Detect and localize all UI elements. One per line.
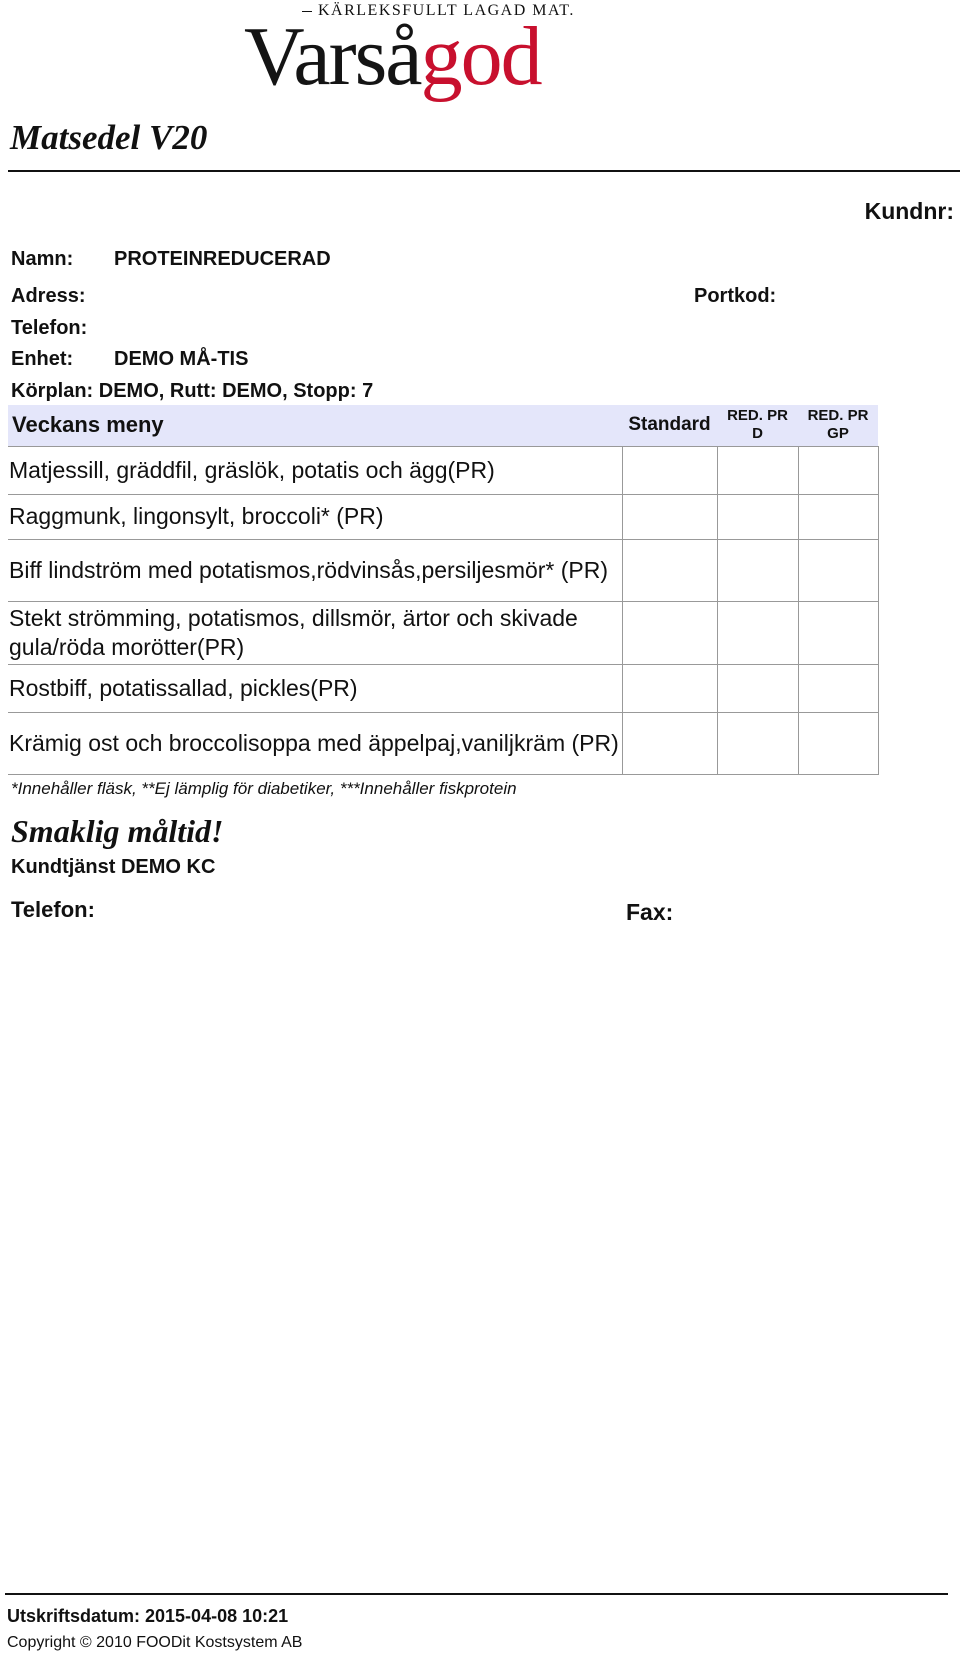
checkbox-standard[interactable] xyxy=(622,601,717,664)
contact-telefon-label: Telefon: xyxy=(11,897,95,922)
allergen-footnote: *Innehåller fläsk, **Ej lämplig för diabetiker, ***Innehåller fiskprotein xyxy=(11,779,517,798)
checkbox-red-pr-gp[interactable] xyxy=(798,446,878,494)
dish-name: Krämig ost och broccolisoppa med äppelpaj,vaniljkräm (PR) xyxy=(8,712,622,774)
column-red-pr-gp xyxy=(798,405,878,446)
dish-name: Raggmunk, lingonsylt, broccoli* (PR) xyxy=(8,494,622,539)
copyright: Copyright © 2010 FOODit Kostsystem AB xyxy=(7,1634,303,1651)
menu-table xyxy=(8,405,879,775)
print-date: Utskriftsdatum: 2015-04-08 10:21 xyxy=(7,1606,289,1626)
menu-header: Veckans meny xyxy=(8,405,622,446)
dish-name: Matjessill, gräddfil, gräslök, potatis och ägg(PR) xyxy=(8,446,622,494)
checkbox-red-pr-d[interactable] xyxy=(717,494,798,539)
smaklig-maltid: Smaklig måltid! xyxy=(11,813,224,849)
menu-header-row xyxy=(8,405,878,446)
checkbox-standard[interactable] xyxy=(622,664,717,712)
dish-name: Rostbiff, potatissallad, pickles(PR) xyxy=(8,664,622,712)
enhet-label: Enhet: xyxy=(11,348,74,370)
checkbox-red-pr-d[interactable] xyxy=(717,712,798,774)
checkbox-red-pr-gp[interactable] xyxy=(798,494,878,539)
checkbox-red-pr-gp[interactable] xyxy=(798,539,878,601)
checkbox-red-pr-gp[interactable] xyxy=(798,712,878,774)
logo-word-dark: Varså xyxy=(244,10,421,103)
checkbox-red-pr-d[interactable] xyxy=(717,601,798,664)
table-row xyxy=(8,664,878,712)
column-red-pr-d-line1: RED. PR xyxy=(727,407,788,425)
column-red-pr-d-line2: D xyxy=(752,425,763,443)
checkbox-standard[interactable] xyxy=(622,712,717,774)
column-standard-label: Standard xyxy=(628,414,711,436)
checkbox-standard[interactable] xyxy=(622,446,717,494)
tagline-text: KÄRLEKSFULLT LAGAD MAT. xyxy=(318,2,575,19)
header-divider xyxy=(8,170,960,172)
checkbox-red-pr-d[interactable] xyxy=(717,664,798,712)
checkbox-standard[interactable] xyxy=(622,539,717,601)
checkbox-red-pr-d[interactable] xyxy=(717,446,798,494)
table-row xyxy=(8,601,878,664)
namn-value: PROTEINREDUCERAD xyxy=(114,248,331,270)
page-title: Matsedel V20 xyxy=(10,118,208,157)
kundnr-label: Kundnr: xyxy=(864,198,954,224)
dish-name: Biff lindström med potatismos,rödvinsås,persiljesmör* (PR) xyxy=(8,539,622,601)
column-standard xyxy=(622,405,717,446)
contact-fax-label: Fax: xyxy=(626,899,674,925)
table-row xyxy=(8,539,878,601)
namn-label: Namn: xyxy=(11,248,74,270)
table-row xyxy=(8,712,878,774)
checkbox-red-pr-d[interactable] xyxy=(717,539,798,601)
column-red-pr-d xyxy=(717,405,798,446)
checkbox-standard[interactable] xyxy=(622,494,717,539)
table-row xyxy=(8,494,878,539)
checkbox-red-pr-gp[interactable] xyxy=(798,601,878,664)
column-red-pr-gp-line1: RED. PR xyxy=(807,407,869,425)
adress-label: Adress: xyxy=(11,285,86,307)
portkod-label: Portkod: xyxy=(694,285,777,307)
korplan-info: Körplan: DEMO, Rutt: DEMO, Stopp: 7 xyxy=(11,380,374,402)
kundtjanst-info: Kundtjänst DEMO KC xyxy=(11,856,216,878)
column-red-pr-gp-line2: GP xyxy=(827,425,849,443)
footer-divider xyxy=(5,1593,948,1595)
table-row xyxy=(8,446,878,494)
brand-logo xyxy=(244,12,541,102)
telefon-label: Telefon: xyxy=(11,317,88,339)
checkbox-red-pr-gp[interactable] xyxy=(798,664,878,712)
enhet-value: DEMO MÅ-TIS xyxy=(114,348,249,370)
logo-word-red: god xyxy=(420,10,541,103)
dish-name: Stekt strömming, potatismos, dillsmör, ärtor och skivade gula/röda morötter(PR) xyxy=(8,601,622,664)
